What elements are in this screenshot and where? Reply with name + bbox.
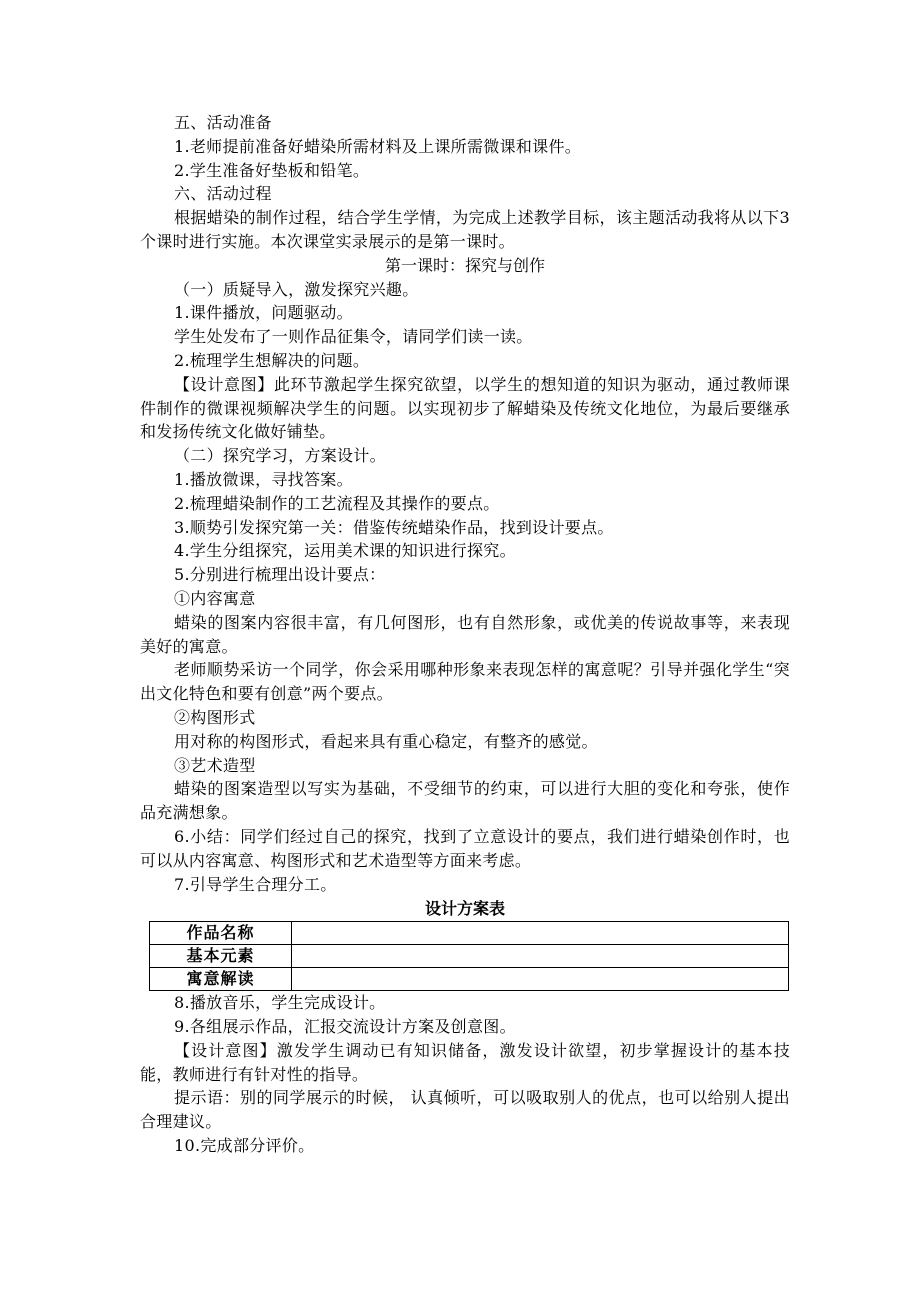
design-point-1-text: 蜡染的图案内容很丰富，有几何图形，也有自然形象，或优美的传说故事等，来表现美好的寓意。: [140, 612, 790, 656]
table-row: [150, 922, 789, 945]
lesson-title: 第一课时：探究与创作: [384, 255, 545, 275]
table-row-label: 寓意解读: [150, 968, 292, 991]
design-point-1-title: ①内容寓意: [174, 588, 256, 608]
design-plan-table: [149, 921, 789, 991]
table-cell-empty: [292, 968, 789, 991]
table-cell-empty: [292, 945, 789, 968]
section-2-item-4: 4.学生分组探究，运用美术课的知识进行探究。: [174, 541, 516, 561]
design-point-1-text-2: 老师顺势采访一个同学，你会采用哪种形象来表现怎样的寓意呢？引导并强化学生“突出文化特色和要有创意”两个要点。: [140, 660, 790, 704]
section-2-item-6-summary: 6.小结：同学们经过自己的探究，找到了立意设计的要点，我们进行蜡染创作时，也可以从内容寓意、构图形式和艺术造型等方面来考虑。: [140, 826, 790, 870]
section-2-item-5: 5.分别进行梳理出设计要点：: [174, 565, 386, 585]
table-row-label: 作品名称: [150, 922, 292, 945]
section-2-item-8: 8.播放音乐，学生完成设计。: [174, 993, 386, 1013]
document-body: [140, 111, 790, 1158]
design-point-3-title: ③艺术造型: [174, 755, 256, 775]
section-2-item-9: 9.各组展示作品，汇报交流设计方案及创意图。: [174, 1017, 516, 1037]
design-point-3-text: 蜡染的图案造型以写实为基础，不受细节的约束，可以进行大胆的变化和夸张，使作品充满想象。: [140, 779, 790, 823]
design-point-2-text: 用对称的构图形式，看起来具有重心稳定，有整齐的感觉。: [174, 731, 598, 751]
section-1-item-1: 1.课件播放，问题驱动。: [174, 303, 353, 323]
section-1-item-2: 2.梳理学生想解决的问题。: [174, 350, 370, 370]
table-row-label: 基本元素: [150, 945, 292, 968]
design-plan-table-title: 设计方案表: [424, 899, 505, 919]
design-point-2-title: ②构图形式: [174, 707, 256, 727]
section-2-item-1: 1.播放微课，寻找答案。: [174, 469, 353, 489]
table-cell-empty: [292, 922, 789, 945]
section-2-item-3: 3.顺势引发探究第一关：借鉴传统蜡染作品，找到设计要点。: [174, 517, 614, 537]
section-2-title: （二）探究学习，方案设计。: [174, 446, 386, 466]
section-2-item-7: 7.引导学生合理分工。: [174, 874, 337, 894]
heading-activity-preparation: 五、活动准备: [174, 113, 272, 132]
table-row: [150, 968, 789, 991]
section-2-item-2: 2.梳理蜡染制作的工艺流程及其操作的要点。: [174, 493, 500, 513]
hint-paragraph: 提示语：别的同学展示的时候， 认真倾听，可以吸取别人的优点，也可以给别人提出合理建议。: [140, 1088, 790, 1132]
table-row: [150, 945, 789, 968]
process-intro-paragraph: 根据蜡染的制作过程，结合学生学情，为完成上述教学目标，该主题活动我将从以下3个课时进行实施。本次课堂实录展示的是第一课时。: [140, 208, 790, 251]
section-1-title: （一）质疑导入，激发探究兴趣。: [174, 279, 419, 299]
prep-item-1: 1.老师提前准备好蜡染所需材料及上课所需微课和课件。: [174, 136, 582, 156]
section-1-design-intent: 【设计意图】此环节激起学生探究欲望，以学生的想知道的知识为驱动，通过教师课件制作的微课视频解决学生的问题。以实现初步了解蜡染及传统文化地位，为最后要继承和发扬传统文化做好铺垫。: [140, 374, 790, 442]
section-2-item-10: 10.完成部分评价。: [174, 1136, 315, 1156]
prep-item-2: 2.学生准备好垫板和铅笔。: [174, 160, 370, 180]
section-2-design-intent: 【设计意图】激发学生调动已有知识储备，激发设计欲望，初步掌握设计的基本技能，教师进行有针对性的指导。: [140, 1040, 790, 1084]
section-1-item-1-detail: 学生处发布了一则作品征集令，请同学们读一读。: [174, 327, 533, 347]
heading-activity-process: 六、活动过程: [174, 184, 272, 204]
